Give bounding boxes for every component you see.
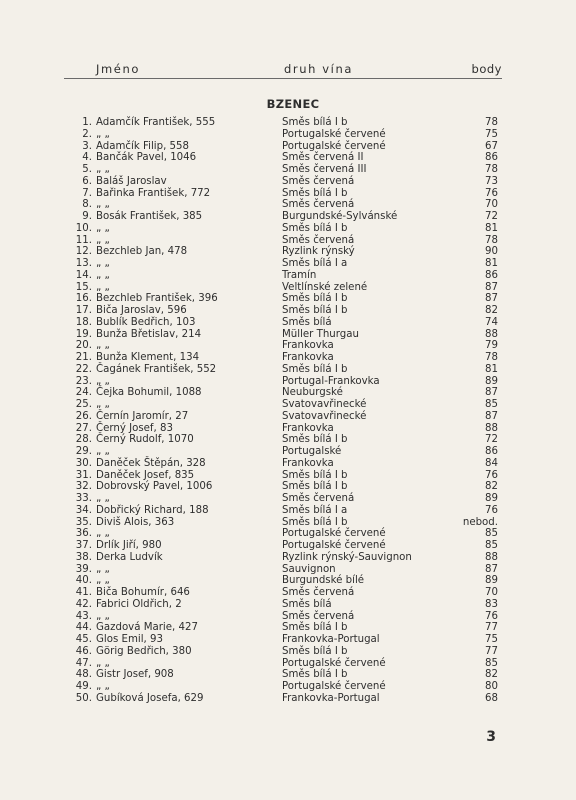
entry-points: 83 (485, 598, 498, 610)
entry-number: 6. (82, 175, 92, 187)
list-item (0, 223, 576, 235)
entry-wine-kind: Směs bílá I b (282, 434, 348, 446)
entry-points: 90 (485, 246, 498, 258)
list-item (0, 141, 576, 153)
entry-points: 80 (485, 681, 498, 692)
list-item (0, 481, 576, 493)
entry-wine-kind: Směs bílá I a (282, 504, 348, 516)
entry-points: 86 (485, 446, 498, 457)
entry-wine-kind: Směs bílá I b (282, 516, 348, 528)
list-item (0, 176, 576, 188)
entry-wine-kind: Směs červená (282, 175, 355, 187)
list-item (0, 199, 576, 211)
list-item (0, 446, 576, 458)
entry-name: „ „ (96, 222, 110, 234)
entry-number: 48. (75, 669, 92, 681)
list-item (0, 364, 576, 376)
entry-name: Bančák Pavel, 1046 (96, 152, 197, 164)
entries-list (0, 117, 576, 705)
entry-name: Fabrici Oldřich, 2 (96, 598, 182, 610)
entry-name: Diviš Alois, 363 (96, 516, 175, 528)
entry-number: 25. (75, 399, 92, 410)
entry-number: 23. (75, 375, 92, 387)
entry-wine-kind: Sauvignon (282, 563, 336, 575)
entry-points: 82 (485, 305, 498, 316)
list-item (0, 552, 576, 564)
list-item (0, 376, 576, 388)
entry-number: 8. (82, 199, 92, 211)
header-name: Jméno (96, 62, 140, 76)
entry-points: 72 (485, 211, 498, 222)
entry-number: 38. (75, 551, 92, 563)
entry-points: 76 (485, 610, 498, 622)
entry-number: 15. (75, 281, 92, 293)
entry-points: 86 (485, 152, 498, 164)
entry-wine-kind: Portugalské červené (282, 540, 386, 551)
entry-name: „ „ (96, 164, 110, 175)
entry-number: 41. (75, 587, 92, 598)
list-item (0, 681, 576, 693)
list-item (0, 634, 576, 646)
entry-name: Adamčík Filip, 558 (96, 140, 189, 152)
entry-number: 19. (75, 328, 92, 340)
entry-points: 89 (485, 375, 498, 387)
entry-wine-kind: Směs červená (282, 234, 355, 246)
entry-number: 30. (75, 457, 92, 469)
entry-name: Dobrovský Pavel, 1006 (96, 481, 213, 493)
entry-points: 87 (485, 410, 498, 422)
list-item (0, 293, 576, 305)
list-item (0, 540, 576, 552)
entry-wine-kind: Tramín (282, 269, 317, 281)
entry-number: 12. (75, 246, 92, 258)
entry-wine-kind: Frankovka (282, 457, 334, 469)
entry-name: „ „ (96, 269, 110, 281)
entry-points: 72 (485, 434, 498, 446)
entry-name: Biča Bohumír, 646 (96, 587, 190, 598)
entry-name: Bezchleb Jan, 478 (96, 246, 188, 258)
section-title: BZENEC (266, 97, 320, 111)
entry-name: „ „ (96, 681, 110, 692)
entry-wine-kind: Směs bílá I b (282, 469, 348, 481)
entry-wine-kind: Směs bílá I b (282, 187, 348, 199)
entry-wine-kind: Frankovka-Portugal (282, 692, 380, 704)
entry-wine-kind: Směs červená II (282, 152, 364, 164)
entry-wine-kind: Frankovka-Portugal (282, 634, 380, 645)
entry-name: Dobřický Richard, 188 (96, 504, 209, 516)
entry-number: 31. (75, 469, 92, 481)
list-item (0, 152, 576, 164)
entry-number: 2. (82, 128, 92, 140)
entry-name: Bezchleb František, 396 (96, 293, 218, 305)
entry-number: 5. (82, 164, 92, 175)
entry-number: 33. (75, 493, 92, 504)
entry-name: Bunža Klement, 134 (96, 352, 200, 363)
entry-points: 74 (485, 316, 498, 328)
entry-number: 49. (75, 681, 92, 692)
entry-number: 43. (75, 610, 92, 622)
entry-wine-kind: Burgundské-Sylvánské (282, 211, 398, 222)
entry-points: 82 (485, 481, 498, 493)
entry-points: 87 (485, 293, 498, 305)
entry-wine-kind: Směs červená (282, 199, 355, 211)
entry-name: „ „ (96, 446, 110, 457)
list-item (0, 587, 576, 599)
entry-name: „ „ (96, 575, 110, 587)
entry-number: 9. (82, 211, 92, 222)
list-item (0, 317, 576, 329)
entry-points: 77 (485, 622, 498, 634)
entry-number: 46. (75, 645, 92, 657)
list-item (0, 352, 576, 364)
entry-number: 37. (75, 540, 92, 551)
entry-wine-kind: Frankovka (282, 340, 334, 352)
entry-number: 1. (82, 117, 92, 128)
entry-wine-kind: Frankovka (282, 422, 334, 434)
entry-points: 86 (485, 269, 498, 281)
entry-name: Glos Emil, 93 (96, 634, 163, 645)
header-points: body (471, 62, 502, 76)
list-item (0, 188, 576, 200)
list-item (0, 340, 576, 352)
entry-number: 7. (82, 187, 92, 199)
entry-name: Čagánek František, 552 (96, 363, 217, 375)
entry-points: 79 (485, 340, 498, 352)
entry-name: „ „ (96, 234, 110, 246)
entry-wine-kind: Portugalské červené (282, 528, 386, 540)
entry-points: 81 (485, 363, 498, 375)
entry-wine-kind: Směs bílá (282, 598, 332, 610)
list-item (0, 399, 576, 411)
entry-name: Daněček Josef, 835 (96, 469, 195, 481)
entry-wine-kind: Ryzlink rýnský-Sauvignon (282, 551, 412, 563)
entry-points: 85 (485, 657, 498, 669)
entry-name: Biča Jaroslav, 596 (96, 305, 187, 316)
entry-name: „ „ (96, 128, 110, 140)
entry-name: Derka Ludvík (96, 551, 163, 563)
entry-number: 39. (75, 563, 92, 575)
entry-name: Černý Rudolf, 1070 (96, 434, 194, 446)
entry-wine-kind: Svatovavřinecké (282, 399, 367, 410)
entry-wine-kind: Portugalské (282, 446, 342, 457)
entry-wine-kind: Portugalské červené (282, 681, 386, 692)
list-item (0, 599, 576, 611)
entry-number: 18. (75, 316, 92, 328)
entry-name: Čejka Bohumil, 1088 (96, 387, 202, 399)
entry-points: 88 (485, 551, 498, 563)
entry-name: „ „ (96, 199, 110, 211)
entry-name: Gubíková Josefa, 629 (96, 692, 204, 704)
entry-name: „ „ (96, 399, 110, 410)
entry-wine-kind: Směs bílá I b (282, 669, 348, 681)
entry-points: 89 (485, 575, 498, 587)
list-item (0, 211, 576, 223)
entry-wine-kind: Směs bílá I b (282, 293, 348, 305)
entry-number: 4. (82, 152, 92, 164)
entry-name: Bunža Břetislav, 214 (96, 328, 202, 340)
entry-number: 27. (75, 422, 92, 434)
entry-points: 75 (485, 634, 498, 645)
entry-name: Gazdová Marie, 427 (96, 622, 198, 634)
entry-number: 22. (75, 363, 92, 375)
entry-wine-kind: Směs bílá I b (282, 645, 348, 657)
entry-name: „ „ (96, 281, 110, 293)
list-item (0, 564, 576, 576)
entry-name: Adamčík František, 555 (96, 117, 216, 128)
entry-points: 85 (485, 399, 498, 410)
entry-number: 17. (75, 305, 92, 316)
entry-name: Daněček Štěpán, 328 (96, 457, 206, 469)
entry-number: 11. (75, 234, 92, 246)
entry-name: Baláš Jaroslav (96, 175, 167, 187)
entry-wine-kind: Müller Thurgau (282, 328, 359, 340)
entry-points: 81 (485, 222, 498, 234)
entry-wine-kind: Neuburgské (282, 387, 343, 399)
entry-name: „ „ (96, 493, 110, 504)
list-item (0, 505, 576, 517)
entry-number: 42. (75, 598, 92, 610)
entry-points: 78 (485, 234, 498, 246)
entry-points: 76 (485, 469, 498, 481)
entry-number: 32. (75, 481, 92, 493)
list-item (0, 458, 576, 470)
list-item (0, 622, 576, 634)
entry-wine-kind: Směs bílá I b (282, 363, 348, 375)
entry-number: 47. (75, 657, 92, 669)
entry-name: „ „ (96, 563, 110, 575)
entry-wine-kind: Směs bílá (282, 316, 332, 328)
entry-wine-kind: Směs červená (282, 610, 355, 622)
list-item (0, 258, 576, 270)
entry-number: 20. (75, 340, 92, 352)
list-item (0, 235, 576, 247)
entry-points: 85 (485, 540, 498, 551)
entry-points: 85 (485, 528, 498, 540)
entry-wine-kind: Portugal-Frankovka (282, 375, 380, 387)
entry-wine-kind: Směs bílá I a (282, 258, 348, 269)
entry-wine-kind: Ryzlink rýnský (282, 246, 355, 258)
entry-points: 88 (485, 328, 498, 340)
entry-number: 45. (75, 634, 92, 645)
list-item (0, 270, 576, 282)
page-number: 3 (486, 729, 496, 745)
entry-number: 26. (75, 410, 92, 422)
list-item (0, 305, 576, 317)
entry-number: 16. (75, 293, 92, 305)
entry-name: Bosák František, 385 (96, 211, 203, 222)
entry-name: „ „ (96, 657, 110, 669)
entry-number: 34. (75, 504, 92, 516)
list-item (0, 658, 576, 670)
list-item (0, 693, 576, 705)
entry-name: Černín Jaromír, 27 (96, 410, 189, 422)
entry-name: Drlík Jiří, 980 (96, 540, 162, 551)
list-item (0, 411, 576, 423)
entry-wine-kind: Směs bílá I b (282, 481, 348, 493)
entry-wine-kind: Směs červená III (282, 164, 367, 175)
entry-name: „ „ (96, 258, 110, 269)
list-item (0, 282, 576, 294)
list-item (0, 117, 576, 129)
list-item (0, 646, 576, 658)
entry-points: 70 (485, 587, 498, 598)
entry-points: 78 (485, 117, 498, 128)
list-item (0, 575, 576, 587)
entry-points: 70 (485, 199, 498, 211)
entry-number: 29. (75, 446, 92, 457)
entry-number: 40. (75, 575, 92, 587)
entry-points: 76 (485, 187, 498, 199)
entry-wine-kind: Frankovka (282, 352, 334, 363)
entry-wine-kind: Směs bílá I b (282, 222, 348, 234)
entry-wine-kind: Veltlínské zelené (282, 281, 368, 293)
entry-number: 36. (75, 528, 92, 540)
entry-wine-kind: Směs červená (282, 587, 355, 598)
entry-wine-kind: Portugalské červené (282, 140, 386, 152)
list-item (0, 329, 576, 341)
entry-wine-kind: Burgundské bílé (282, 575, 365, 587)
entry-name: „ „ (96, 340, 110, 352)
entry-points: 67 (485, 140, 498, 152)
entry-name: Černý Josef, 83 (96, 422, 173, 434)
entry-number: 35. (75, 516, 92, 528)
entry-name: „ „ (96, 610, 110, 622)
entry-points: 73 (485, 175, 498, 187)
entry-points: 81 (485, 258, 498, 269)
list-item (0, 517, 576, 529)
entry-points: 87 (485, 281, 498, 293)
entry-points: 77 (485, 645, 498, 657)
list-item (0, 493, 576, 505)
entry-points: nebod. (462, 516, 498, 528)
entry-points: 87 (485, 563, 498, 575)
entry-points: 89 (485, 493, 498, 504)
entry-wine-kind: Portugalské červené (282, 657, 386, 669)
entry-points: 88 (485, 422, 498, 434)
list-item (0, 164, 576, 176)
entry-number: 14. (75, 269, 92, 281)
entry-points: 87 (485, 387, 498, 399)
entry-name: Gistr Josef, 908 (96, 669, 174, 681)
entry-number: 24. (75, 387, 92, 399)
header-wine-kind: druh vína (284, 62, 353, 76)
list-item (0, 387, 576, 399)
list-item (0, 611, 576, 623)
entry-name: Görig Bedřich, 380 (96, 645, 192, 657)
entry-name: „ „ (96, 528, 110, 540)
entry-wine-kind: Směs bílá I b (282, 117, 348, 128)
entry-number: 13. (75, 258, 92, 269)
entry-wine-kind: Portugalské červené (282, 128, 386, 140)
entry-wine-kind: Směs červená (282, 493, 355, 504)
entry-number: 21. (75, 352, 92, 363)
entry-name: Bublík Bedřich, 103 (96, 316, 196, 328)
entry-points: 78 (485, 164, 498, 175)
entry-points: 78 (485, 352, 498, 363)
list-item (0, 528, 576, 540)
entry-number: 28. (75, 434, 92, 446)
list-item (0, 669, 576, 681)
entry-points: 84 (485, 457, 498, 469)
entry-points: 68 (485, 692, 498, 704)
entry-number: 3. (82, 140, 92, 152)
list-item (0, 434, 576, 446)
entry-wine-kind: Směs bílá I b (282, 622, 348, 634)
entry-number: 50. (75, 692, 92, 704)
list-item (0, 423, 576, 435)
column-header (64, 62, 502, 79)
entry-wine-kind: Svatovavřinecké (282, 410, 367, 422)
entry-wine-kind: Směs bílá I b (282, 305, 348, 316)
entry-name: „ „ (96, 375, 110, 387)
entry-number: 44. (75, 622, 92, 634)
entry-name: Bařinka František, 772 (96, 187, 211, 199)
entry-number: 10. (75, 222, 92, 234)
entry-points: 75 (485, 128, 498, 140)
list-item (0, 470, 576, 482)
list-item (0, 129, 576, 141)
entry-points: 82 (485, 669, 498, 681)
list-item (0, 246, 576, 258)
entry-points: 76 (485, 504, 498, 516)
